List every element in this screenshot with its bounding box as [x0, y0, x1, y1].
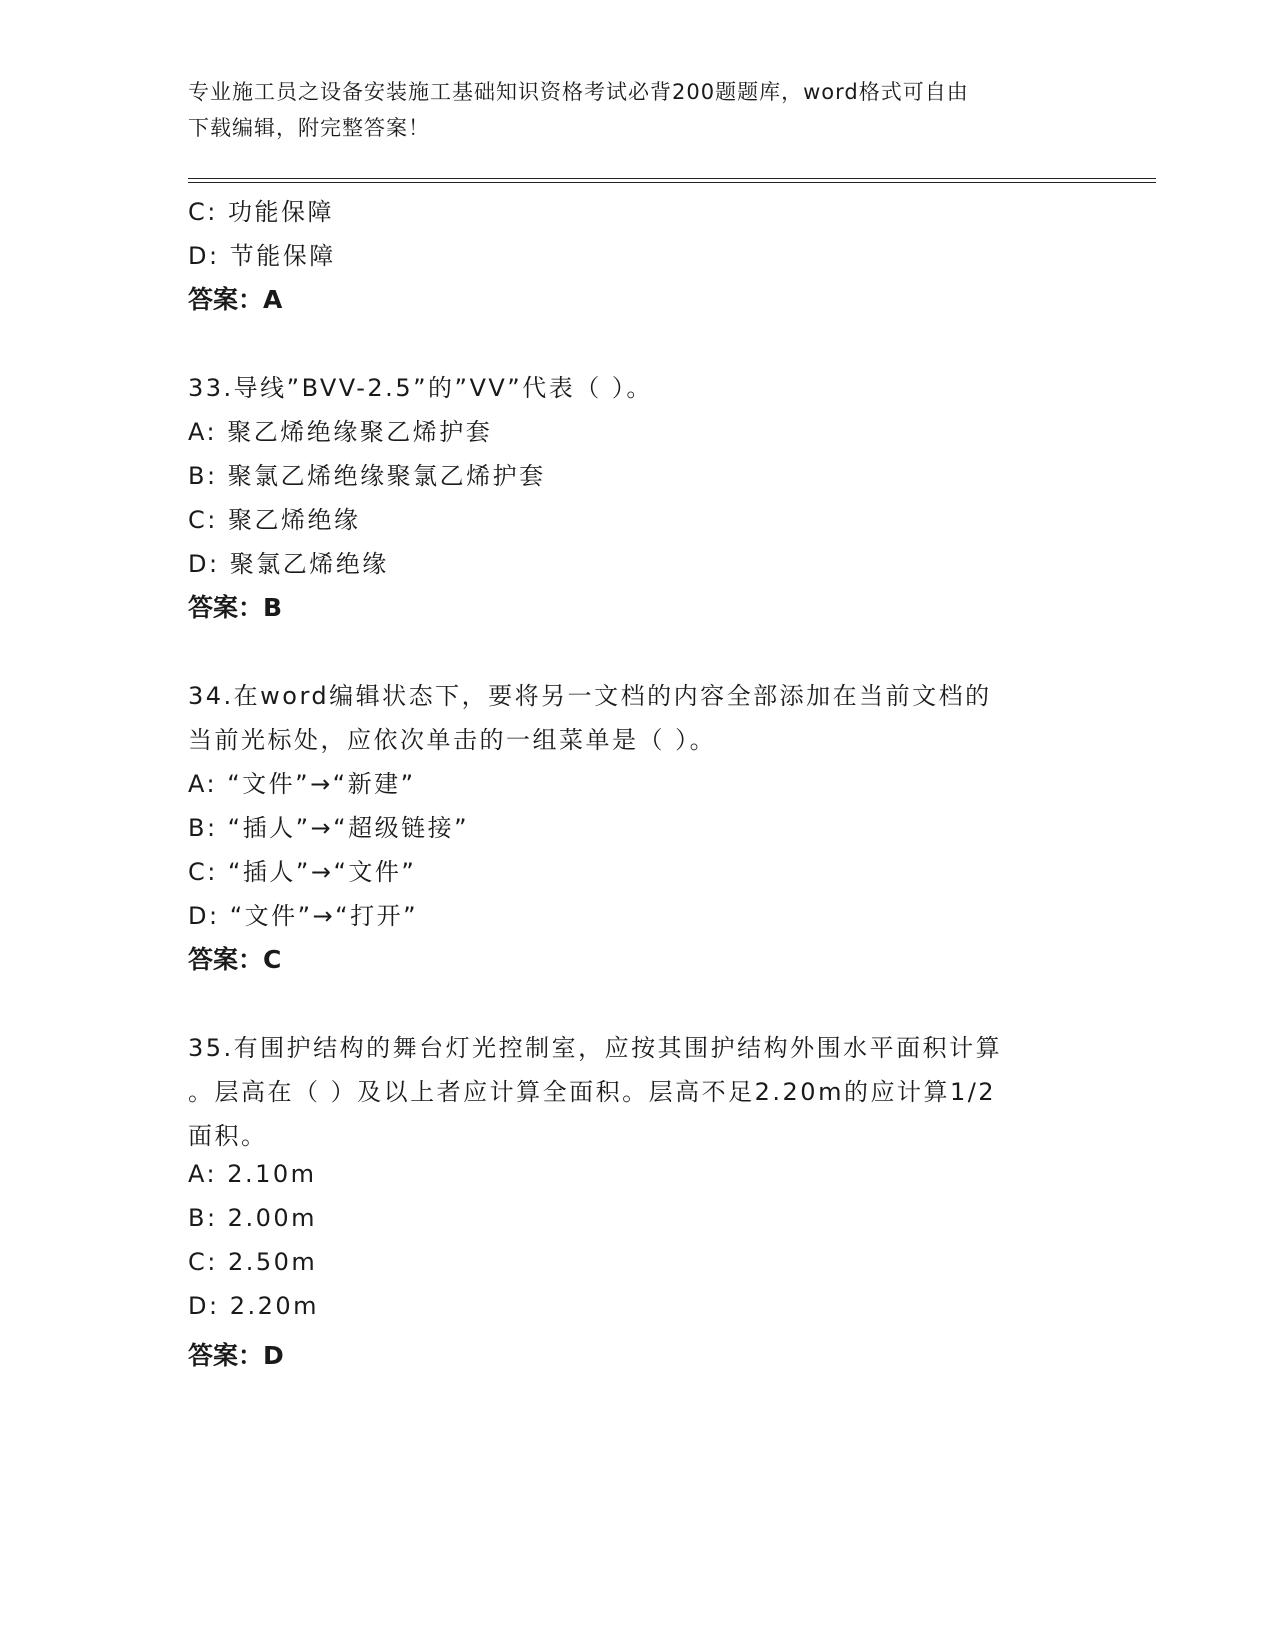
- q35-stem-line-2: 。层高在（ ）及以上者应计算全面积。层高不足2.20m的应计算1/2: [188, 1078, 997, 1106]
- q33-option-b: B: 聚氯乙烯绝缘聚氯乙烯护套: [188, 462, 546, 490]
- q33-option-c: C: 聚乙烯绝缘: [188, 506, 361, 534]
- header-line-1: 专业施工员之设备安装施工基础知识资格考试必背200题题库，word格式可自由: [188, 80, 969, 104]
- q35-answer: 答案：D: [188, 1341, 284, 1370]
- q35-option-d: D: 2.20m: [188, 1292, 320, 1320]
- q34-option-b: B: “插人”→“超级链接”: [188, 814, 470, 842]
- q34-option-d: D: “文件”→“打开”: [188, 902, 419, 930]
- header-line-2: 下载编辑，附完整答案！: [188, 116, 430, 140]
- q33-answer: 答案：B: [188, 593, 283, 622]
- q35-stem-line-3: 面积。: [188, 1122, 268, 1150]
- header-divider: [188, 178, 1156, 183]
- q35-option-c: C: 2.50m: [188, 1248, 318, 1276]
- q35-option-b: B: 2.00m: [188, 1204, 317, 1232]
- prev-option-d: D: 节能保障: [188, 242, 336, 270]
- q33-option-a: A: 聚乙烯绝缘聚乙烯护套: [188, 418, 493, 446]
- q35-stem-line-1: 35.有围护结构的舞台灯光控制室，应按其围护结构外围水平面积计算: [188, 1034, 1003, 1062]
- q33-stem: 33.导线”BVV-2.5”的”VV”代表（ ）。: [188, 374, 653, 402]
- q34-option-c: C: “插人”→“文件”: [188, 858, 417, 886]
- prev-option-c: C: 功能保障: [188, 198, 334, 226]
- document-header: [188, 74, 1088, 146]
- prev-answer: 答案：A: [188, 285, 283, 314]
- q34-stem-line-1: 34.在word编辑状态下，要将另一文档的内容全部添加在当前文档的: [188, 682, 992, 710]
- q34-answer: 答案：C: [188, 945, 282, 974]
- q35-option-a: A: 2.10m: [188, 1160, 317, 1188]
- q33-option-d: D: 聚氯乙烯绝缘: [188, 550, 389, 578]
- q34-stem-line-2: 当前光标处，应依次单击的一组菜单是（ ）。: [188, 726, 717, 754]
- q34-option-a: A: “文件”→“新建”: [188, 770, 416, 798]
